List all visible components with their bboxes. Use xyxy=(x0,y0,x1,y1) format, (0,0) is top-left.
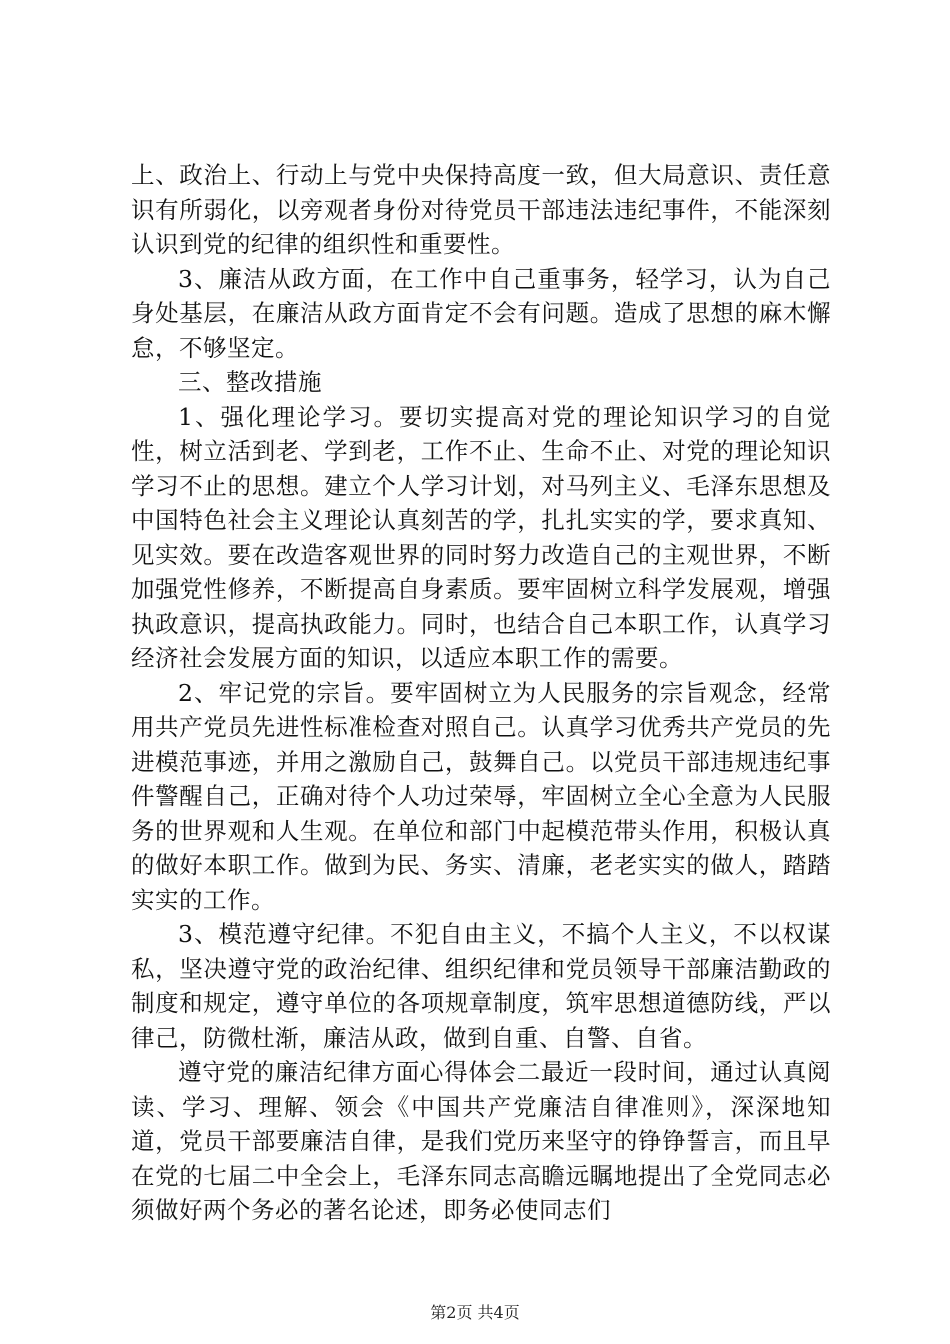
paragraph-item-3-integrity: 3、廉洁从政方面，在工作中自己重事务，轻学习，认为自己身处基层，在廉洁从政方面肯定不会有问题。造成了思想的麻木懈怠，不够坚定。 xyxy=(131,264,831,362)
paragraph-essay-two: 遵守党的廉洁纪律方面心得体会二最近一段时间，通过认真阅读、学习、理解、领会《中国共产党廉洁自律准则》，深深地知道，党员干部要廉洁自律，是我们党历来坚守的铮铮誓言，而且早在党的七届二中全会上，毛泽东同志高瞻远瞩地提出了全党同志必须做好两个务必的著名论述，即务必使同志们 xyxy=(131,1058,831,1224)
section-heading-rectification: 三、整改措施 xyxy=(178,368,322,396)
paragraph-measure-1: 1、强化理论学习。要切实提高对党的理论知识学习的自觉性，树立活到老、学到老，工作不止、生命不止、对党的理论知识学习不止的思想。建立个人学习计划，对马列主义、毛泽东思想及中国特色社会主义理论认真刻苦的学，扎扎实实的学，要求真知、见实效。要在改造客观世界的同时努力改造自己的主观世界，不断加强党性修养，不断提高自身素质。要牢固树立科学发展观，增强执政意识，提高执政能力。同时，也结合自己本职工作，认真学习经济社会发展方面的知识，以适应本职工作的需要。 xyxy=(131,402,831,672)
paragraph-measure-2: 2、牢记党的宗旨。要牢固树立为人民服务的宗旨观念，经常用共产党员先进性标准检查对照自己。认真学习优秀共产党员的先进模范事迹，并用之激励自己，鼓舞自己。以党员干部违规违纪事件警醒自己，正确对待个人功过荣辱，牢固树立全心全意为人民服务的世界观和人生观。在单位和部门中起模范带头作用，积极认真的做好本职工作。做到为民、务实、清廉，老老实实的做人，踏踏实实的工作。 xyxy=(131,678,831,914)
paragraph-continuation: 上、政治上、行动上与党中央保持高度一致，但大局意识、责任意识有所弱化，以旁观者身份对待党员干部违法违纪事件，不能深刻认识到党的纪律的组织性和重要性。 xyxy=(131,161,831,258)
document-body xyxy=(131,158,831,1228)
paragraph-measure-3: 3、模范遵守纪律。不犯自由主义，不搞个人主义，不以权谋私，坚决遵守党的政治纪律、组织纪律和党员领导干部廉洁勤政的制度和规定，遵守单位的各项规章制度，筑牢思想道德防线，严以律己，防微杜渐，廉洁从政，做到自重、自警、自省。 xyxy=(131,920,831,1052)
page-number-footer: 第2页 共4页 xyxy=(430,1303,520,1322)
